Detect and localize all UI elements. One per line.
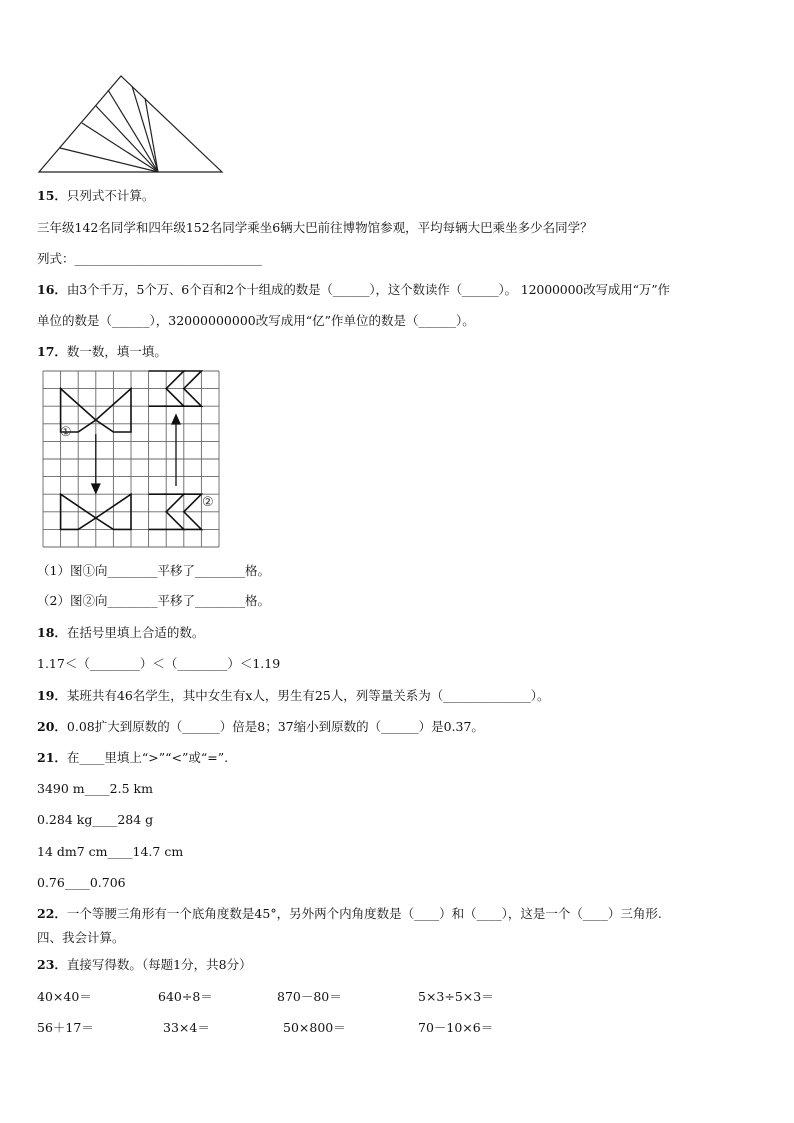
calc-item: 70－10×6＝ (418, 1020, 494, 1035)
q15-number: 15． (37, 188, 67, 203)
q23-title: 直接写得数。（每题1分，共8分） (66, 957, 252, 972)
q21-item: 0.284 kg____284 g (37, 812, 154, 827)
q18-expression: 1.17＜（________）＜（________）＜1.19 (37, 656, 281, 671)
calc-item: 40×40＝ (37, 989, 92, 1004)
q16-line2: 单位的数是（______），32000000000改写成用“亿”作单位的数是（______）。 (37, 313, 475, 328)
grid-label-2: ② (202, 495, 214, 510)
q20-text: 0.08扩大到原数的（______）倍是8；37缩小到原数的（______）是0.37。 (66, 719, 484, 734)
q17-sub2: （2）图②向________平移了________格。 (37, 593, 270, 608)
q23-heading (37, 956, 252, 974)
q19-line (37, 687, 550, 705)
q21-number: 21． (37, 750, 67, 765)
section-4-title: 四、我会计算。 (37, 930, 125, 945)
q15-answer-blank[interactable]: ______________________________ (74, 251, 263, 266)
q21-heading (37, 749, 228, 767)
q21-item: 0.76____0.706 (37, 875, 126, 890)
q15-title: 只列式不计算。 (66, 188, 155, 203)
q16-text-1: 由3个千万，5个万、6个百和2个十组成的数是（______），这个数读作（______）。 12000000改写成用“万”作 (66, 282, 670, 297)
calc-item: 56＋17＝ (37, 1020, 94, 1035)
q20-line (37, 718, 484, 736)
calc-item: 870－80＝ (277, 989, 342, 1004)
translation-grid-figure (40, 368, 222, 552)
q22-text: 一个等腰三角形有一个底角度数是45°，另外两个内角度数是（____）和（____），这是一个（____）三角形. (66, 906, 662, 921)
q15-heading (37, 187, 154, 205)
calc-item: 640÷8＝ (158, 989, 213, 1004)
q21-title: 在____里填上“>”“<”或“=”. (66, 750, 229, 765)
q16-number: 16． (37, 282, 67, 297)
q18-number: 18． (37, 625, 67, 640)
q20-number: 20． (37, 719, 67, 734)
q21-item: 3490 m____2.5 km (37, 781, 153, 796)
q17-title: 数一数，填一填。 (66, 344, 167, 359)
grid-label-1: ① (60, 425, 72, 440)
q19-text: 某班共有46名学生，其中女生有x人，男生有25人，列等量关系为（______________）。 (66, 688, 550, 703)
q15-answer-line (37, 250, 262, 268)
q21-item: 14 dm7 cm____14.7 cm (37, 844, 184, 859)
q23-number: 23． (37, 957, 67, 972)
q19-number: 19． (37, 688, 67, 703)
q17-number: 17． (37, 344, 67, 359)
q17-sub1: （1）图①向________平移了________格。 (37, 563, 270, 578)
q15-answer-label: 列式： (37, 251, 75, 266)
q17-heading (37, 343, 167, 361)
q16-line1 (37, 281, 670, 299)
calc-item: 50×800＝ (283, 1020, 346, 1035)
fan-triangle-figure (36, 72, 226, 176)
q22-line (37, 905, 662, 923)
calc-item: 5×3÷5×3＝ (418, 989, 494, 1004)
q18-heading (37, 624, 204, 642)
q18-title: 在括号里填上合适的数。 (66, 625, 205, 640)
calc-item: 33×4＝ (163, 1020, 210, 1035)
q15-problem: 三年级142名同学和四年级152名同学乘坐6辆大巴前往博物馆参观，平均每辆大巴乘坐多少名同学？ (37, 220, 593, 235)
q22-number: 22． (37, 906, 67, 921)
